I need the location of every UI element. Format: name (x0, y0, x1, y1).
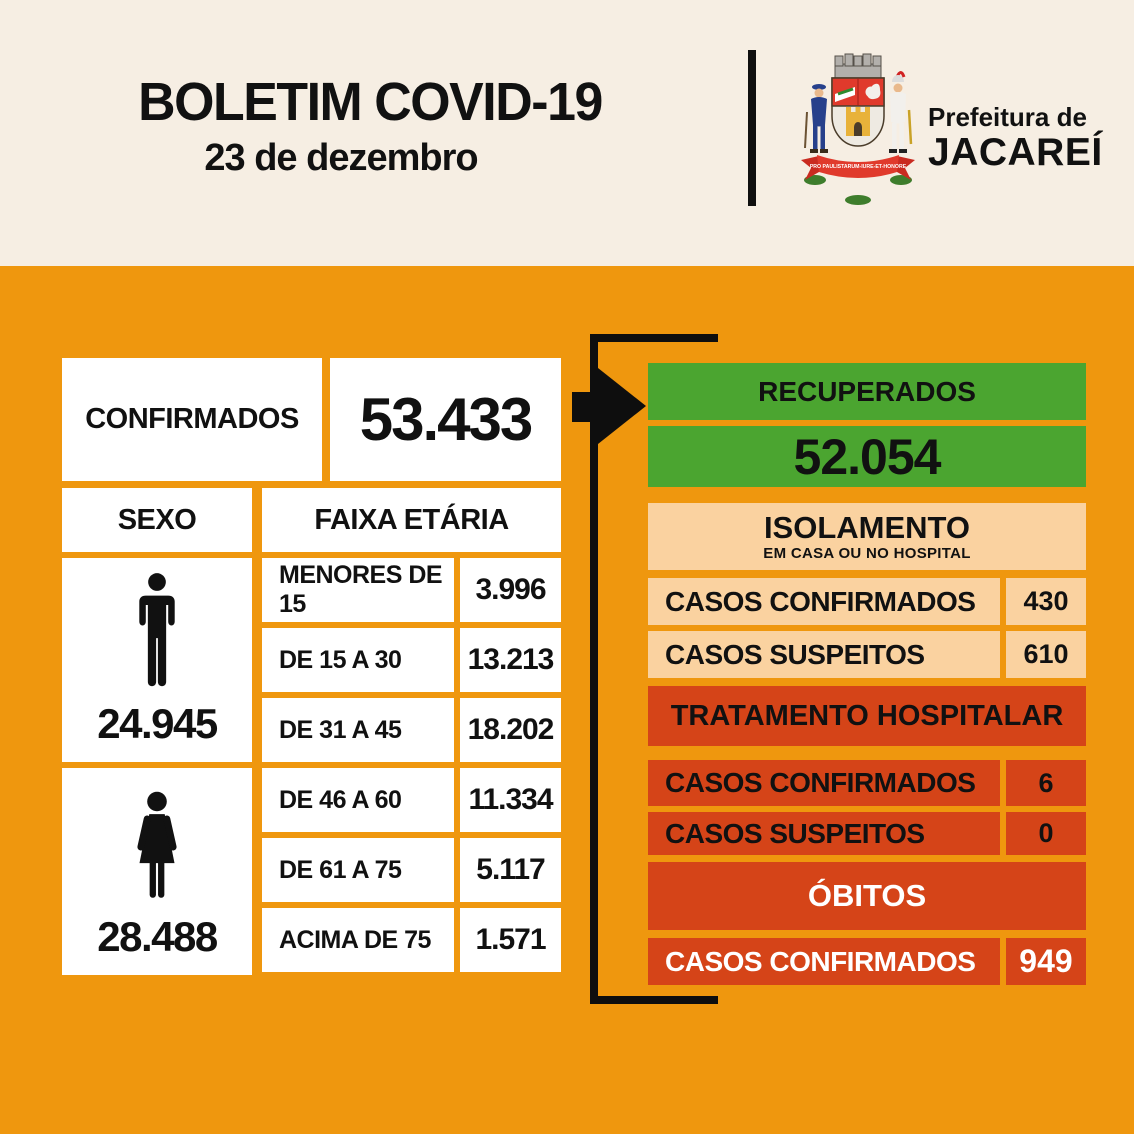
deaths-confirmed-label: CASOS CONFIRMADOS (648, 938, 1000, 985)
bracket-vertical-line (590, 334, 598, 1004)
org-name (928, 104, 1108, 173)
age-row-label: DE 31 A 45 (262, 698, 454, 762)
female-panel (62, 768, 252, 975)
isolation-confirmed-label: CASOS CONFIRMADOS (648, 578, 1000, 625)
confirmed-label-box: CONFIRMADOS (62, 358, 322, 481)
hospital-header: TRATAMENTO HOSPITALAR (648, 686, 1086, 746)
age-row-label: DE 46 A 60 (262, 768, 454, 832)
age-row-value: 3.996 (460, 558, 561, 622)
male-icon (113, 572, 201, 690)
jacarei-coat-of-arms-icon (793, 52, 923, 210)
age-row-value: 18.202 (460, 698, 561, 762)
confirmed-value-box: 53.433 (330, 358, 561, 481)
org-line2: JACAREÍ (928, 130, 1103, 174)
isolation-suspected-label: CASOS SUSPEITOS (648, 631, 1000, 678)
page-title: BOLETIM COVID-19 (138, 72, 602, 132)
isolation-suspected-value: 610 (1006, 631, 1086, 678)
arrow-right-icon (598, 368, 646, 444)
male-panel (62, 558, 252, 762)
age-row-label: DE 15 A 30 (262, 628, 454, 692)
isolation-title: ISOLAMENTO (763, 510, 971, 545)
header-band (0, 0, 1134, 266)
crest-motto: PRO PAULISTARUM-IURE-ET-HONORE (809, 164, 907, 170)
sex-header: SEXO (62, 488, 252, 552)
age-row-value: 5.117 (460, 838, 561, 902)
hospital-confirmed-label: CASOS CONFIRMADOS (648, 760, 1000, 806)
crest-right-figure (889, 73, 911, 154)
deaths-confirmed-value: 949 (1006, 938, 1086, 985)
age-header: FAIXA ETÁRIA (262, 488, 561, 552)
age-row-label: DE 61 A 75 (262, 838, 454, 902)
age-row-value: 1.571 (460, 908, 561, 972)
bracket-bottom-line (590, 996, 718, 1004)
hospital-suspected-label: CASOS SUSPEITOS (648, 812, 1000, 855)
title-block (80, 74, 660, 180)
age-row-label: MENORES DE 15 (262, 558, 454, 622)
crest-left-figure (805, 84, 828, 153)
male-count: 24.945 (97, 700, 217, 747)
org-line1: Prefeitura de (928, 102, 1087, 132)
bracket-top-line (590, 334, 718, 342)
female-count: 28.488 (97, 913, 217, 960)
header-divider (748, 50, 756, 206)
age-row-value: 11.334 (460, 768, 561, 832)
hospital-suspected-value: 0 (1006, 812, 1086, 855)
recovered-header: RECUPERADOS (648, 363, 1086, 420)
age-row-value: 13.213 (460, 628, 561, 692)
isolation-header (648, 503, 1086, 570)
deaths-header: ÓBITOS (648, 862, 1086, 930)
isolation-confirmed-value: 430 (1006, 578, 1086, 625)
age-row-label: ACIMA DE 75 (262, 908, 454, 972)
isolation-subtitle: EM CASA OU NO HOSPITAL (763, 545, 971, 562)
recovered-value: 52.054 (648, 426, 1086, 487)
female-icon (115, 791, 199, 903)
hospital-confirmed-value: 6 (1006, 760, 1086, 806)
bulletin-date: 23 de dezembro (204, 136, 478, 179)
